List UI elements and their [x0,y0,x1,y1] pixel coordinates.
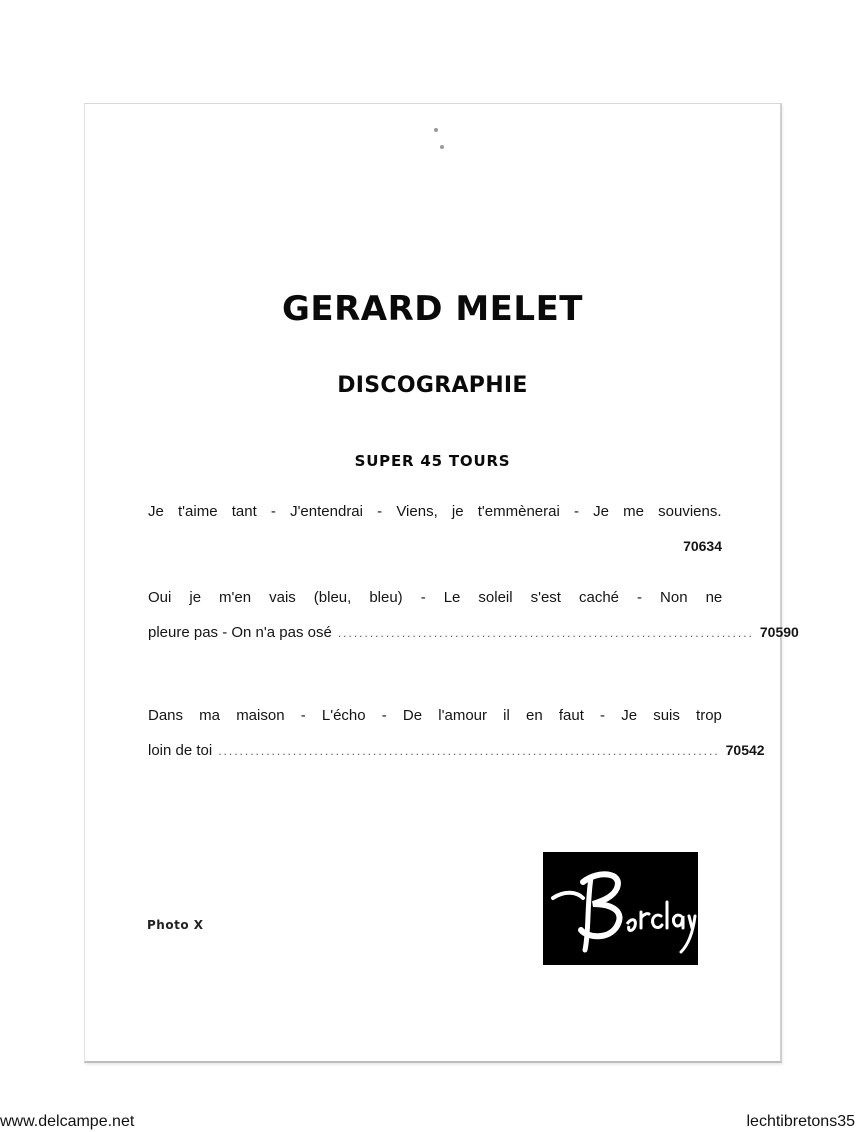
postcard [84,103,799,1063]
footer-seller-name[interactable]: lechtibretons35 [746,1113,855,1130]
discography-heading: DISCOGRAPHIE [337,373,528,398]
record-titles-line [148,699,722,733]
record-number: 70590 [759,624,799,640]
record-titles: Oui je m'en vais (bleu, bleu) - Le soleil s'est caché - Non ne [148,589,723,606]
record-titles: loin de toi [148,742,213,759]
footer-site-link[interactable]: www.delcampe.net [0,1113,135,1130]
record-titles: Dans ma maison - L'écho - De l'amour il en faut - Je suis trop [148,707,722,724]
record-entry [148,581,799,649]
record-titles: pleure pas - On n'a pas osé [148,624,332,641]
record-number: 70634 [683,538,722,554]
record-titles: Je t'aime tant - J'entendrai - Viens, je t'emmènerai - Je me souviens. [148,503,722,520]
record-number-line [148,529,722,563]
pin-hole-mark [440,145,444,149]
record-titles-line [148,581,722,615]
record-number: 70542 [725,742,765,758]
photo-credit: Photo X [147,918,204,932]
record-entry [148,699,765,767]
section-heading: SUPER 45 TOURS [354,452,511,470]
record-titles-line [148,733,765,767]
record-entry [148,495,722,563]
artist-title: GERARD MELET [281,289,583,329]
dot-leaders: .............................................................................. [337,626,754,640]
record-titles-line [148,615,799,649]
barclay-logo-mark [543,852,698,965]
pin-hole-mark [434,128,438,132]
record-titles-line [148,495,722,529]
dot-leaders: .............................................................................................. [218,744,720,758]
barclay-logo [543,852,698,965]
